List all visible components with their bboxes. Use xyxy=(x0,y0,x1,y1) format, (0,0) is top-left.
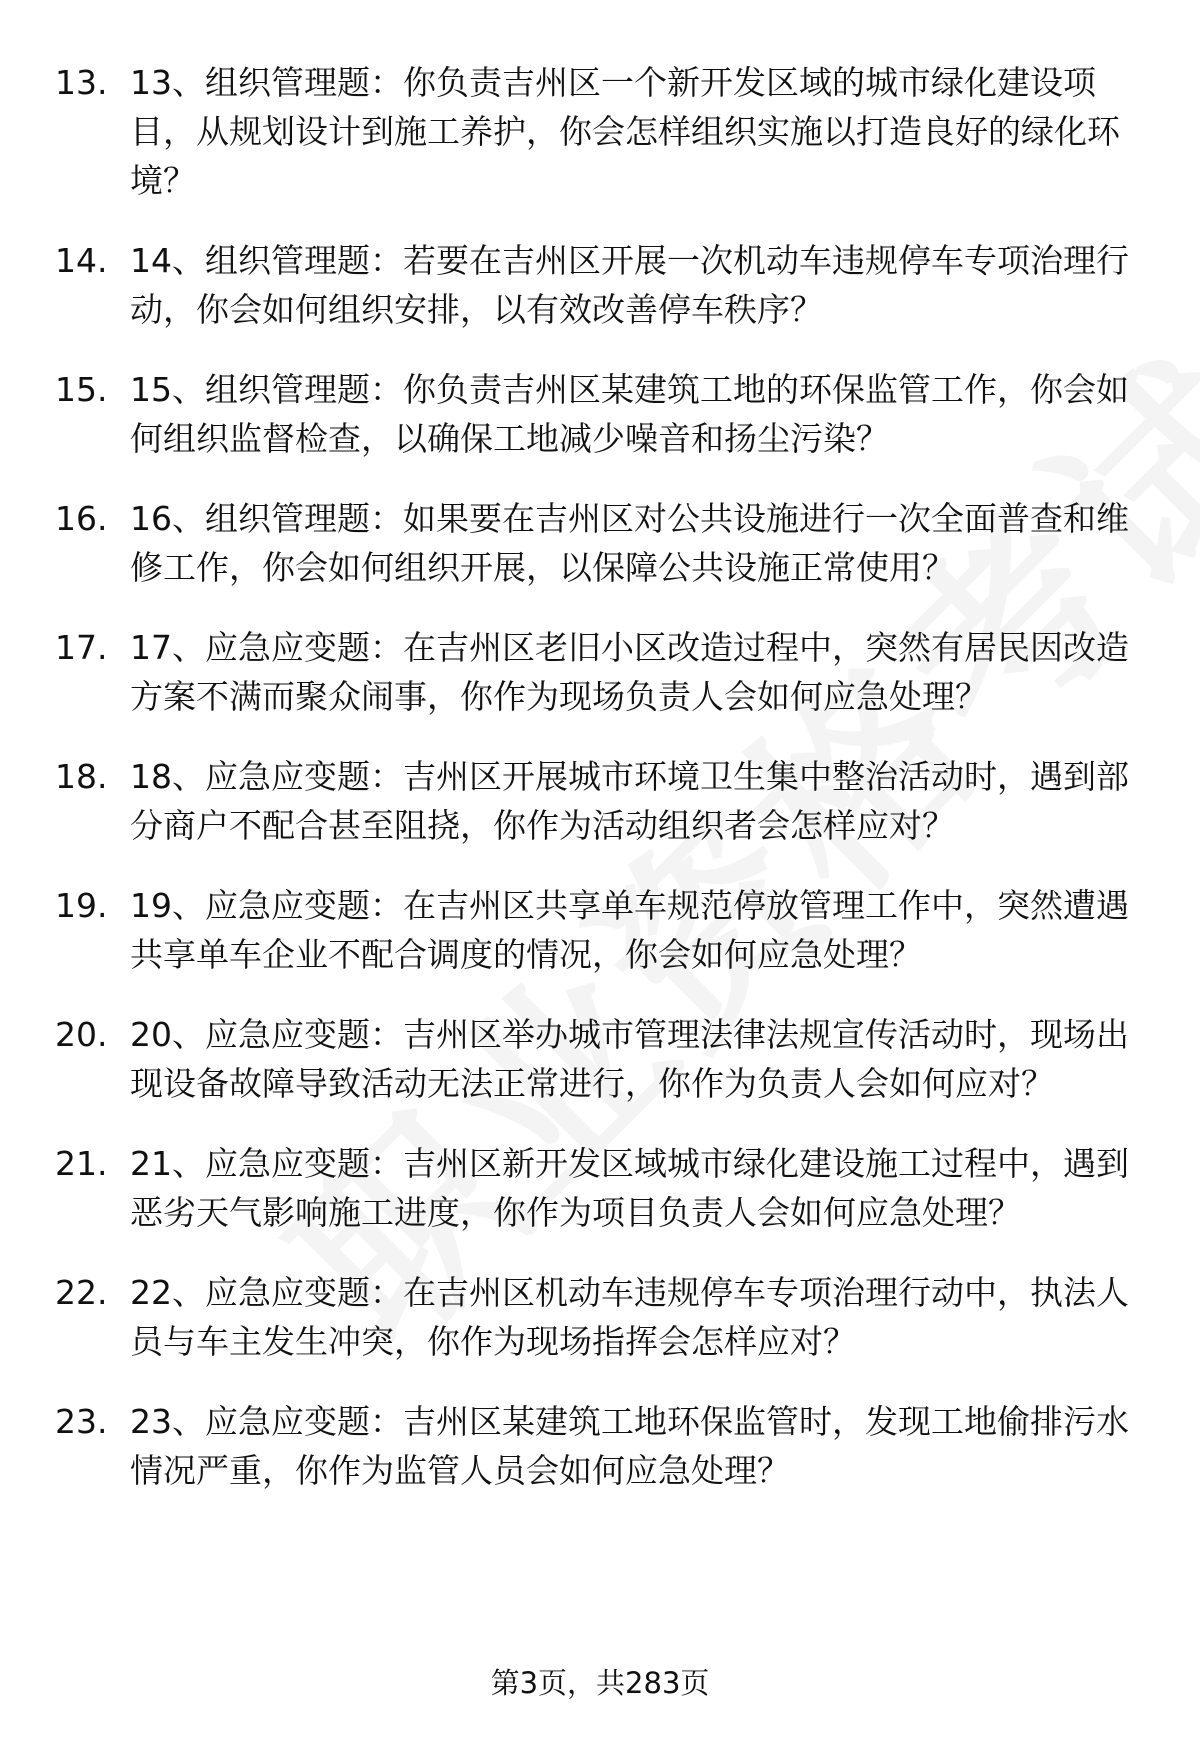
question-number: 20. xyxy=(55,1015,108,1054)
question-item xyxy=(0,58,1200,205)
question-item xyxy=(0,1268,1200,1366)
question-number: 13. xyxy=(55,63,108,102)
question-item xyxy=(0,1397,1200,1495)
question-item xyxy=(0,1139,1200,1237)
question-number: 21. xyxy=(55,1144,108,1183)
question-number: 18. xyxy=(55,757,108,796)
question-text: 22、应急应变题：在吉州区机动车违规停车专项治理行动中，执法人员与车主发生冲突，你作为现场指挥会怎样应对？ xyxy=(130,1273,1129,1361)
question-number: 17. xyxy=(55,628,108,667)
question-number: 19. xyxy=(55,886,108,925)
question-text: 18、应急应变题：吉州区开展城市环境卫生集中整治活动时，遇到部分商户不配合甚至阻挠，你作为活动组织者会怎样应对？ xyxy=(130,757,1129,845)
question-text: 17、应急应变题：在吉州区老旧小区改造过程中，突然有居民因改造方案不满而聚众闹事，你作为现场负责人会如何应急处理？ xyxy=(130,628,1129,716)
question-number: 23. xyxy=(55,1402,108,1441)
question-text: 16、组织管理题：如果要在吉州区对公共设施进行一次全面普查和维修工作，你会如何组织开展，以保障公共设施正常使用？ xyxy=(130,499,1129,587)
question-item xyxy=(0,494,1200,592)
question-number: 16. xyxy=(55,499,108,538)
question-item xyxy=(0,236,1200,334)
question-item xyxy=(0,623,1200,721)
question-text: 23、应急应变题：吉州区某建筑工地环保监管时，发现工地偷排污水情况严重，你作为监管人员会如何应急处理？ xyxy=(130,1402,1129,1490)
question-text: 21、应急应变题：吉州区新开发区域城市绿化建设施工过程中，遇到恶劣天气影响施工进度，你作为项目负责人会如何应急处理？ xyxy=(130,1144,1129,1232)
question-text: 14、组织管理题：若要在吉州区开展一次机动车违规停车专项治理行动，你会如何组织安排，以有效改善停车秩序？ xyxy=(130,241,1129,329)
question-item xyxy=(0,1010,1200,1108)
question-number: 22. xyxy=(55,1273,108,1312)
question-number: 15. xyxy=(55,370,108,409)
question-item xyxy=(0,752,1200,850)
question-list xyxy=(0,58,1200,1526)
question-item xyxy=(0,365,1200,463)
question-text: 15、组织管理题：你负责吉州区某建筑工地的环保监管工作，你会如何组织监督检查，以确保工地减少噪音和扬尘污染？ xyxy=(130,370,1129,458)
question-text: 19、应急应变题：在吉州区共享单车规范停放管理工作中，突然遭遇共享单车企业不配合调度的情况，你会如何应急处理？ xyxy=(130,886,1129,974)
page-number-footer: 第3页，共283页 xyxy=(490,1666,710,1700)
question-text: 13、组织管理题：你负责吉州区一个新开发区域的城市绿化建设项目，从规划设计到施工养护，你会怎样组织实施以打造良好的绿化环境？ xyxy=(130,63,1120,200)
question-item xyxy=(0,881,1200,979)
question-number: 14. xyxy=(55,241,108,280)
question-text: 20、应急应变题：吉州区举办城市管理法律法规宣传活动时，现场出现设备故障导致活动无法正常进行，你作为负责人会如何应对？ xyxy=(130,1015,1129,1103)
